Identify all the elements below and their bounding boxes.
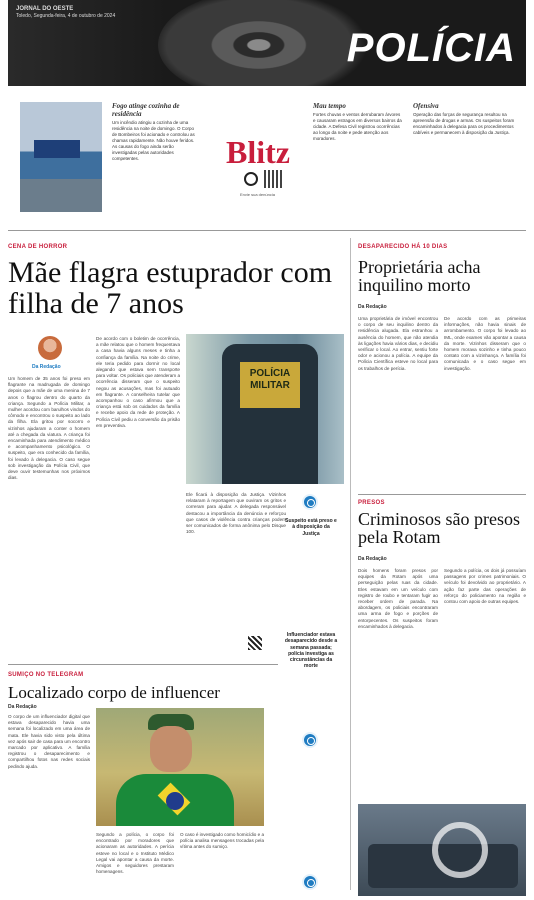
column-divider: [350, 238, 351, 890]
section-title: POLÍCIA: [346, 26, 516, 70]
brief-2-title: Mau tempo: [313, 102, 346, 110]
photo-sign: [34, 140, 80, 158]
right1-byline: Da Redação: [358, 304, 387, 310]
lower-side-note: Influenciador estava desaparecido desde a semana passada; polícia investiga as circunstâncias da morte: [284, 632, 338, 670]
divider: [8, 230, 526, 231]
brief-2-text: Fortes chuvas e ventos derrubaram árvores e causaram estragos em diversos bairros da cidade. A Defesa Civil registrou ocorrências ao longo da noite e pede atenção aos moradores.: [313, 112, 402, 141]
vest-patch: POLÍCIA MILITAR: [240, 362, 300, 408]
brand-name: JORNAL DO OESTE: [16, 6, 74, 12]
camera-icon: [302, 494, 318, 510]
whatsapp-icon: [244, 172, 258, 186]
brief-3-text: Operação das forças de segurança resultou na apreensão de drogas e armas. Os suspeitos foram encaminhados à delegacia para os procedimentos cabíveis e permanecem à disposição da Justiça.: [413, 112, 515, 135]
lower-col-3: O caso é investigado como homicídio e a polícia analisa mensagens trocadas pela vítima antes do sumiço.: [180, 832, 264, 850]
right2-kicker: PRESOS: [358, 500, 385, 506]
brief-1: [112, 102, 198, 162]
brief-1-text: Um incêndio atingiu a cozinha de uma residência na noite de domingo. O Corpo de Bombeiros foi acionado e controlou as chamas rapidamente. Não houve feridos. As causas do fogo ainda serão investigadas pelas autoridades competentes.: [112, 120, 195, 161]
blitz-caption: Envie sua denúncia: [240, 192, 275, 197]
right2-col-1: Dois homens foram presos por equipes da Rotam após uma perseguição pelas ruas da cidade. Eles estavam em um veículo com registro de roubo e tentaram fugir ao receber ordem de parada. Na abordagem, os policiais encontraram uma arma de fogo e porções de entorpecentes. Os suspeitos foram encaminhados à delegacia.: [358, 568, 438, 629]
masthead: [8, 0, 526, 86]
masthead-meta: [16, 6, 115, 20]
brief-1-title: Fogo atinge cozinha de residência: [112, 102, 180, 118]
flag-globe: [166, 792, 184, 810]
lower-col-1: O corpo de um influenciador digital que estava desaparecido havia uma semana foi localizado em uma área de mata. Ele havia sido visto pela última vez após sair de casa para um encontro marcado por aplicativo. A família registrou o desaparecimento e compartilhou fotos nas redes sociais pedindo ajuda.: [8, 714, 90, 769]
brief-photo: [20, 102, 102, 212]
author-avatar: [38, 336, 62, 360]
main-headline: Mãe flagra estuprador com filha de 7 anos: [8, 256, 333, 320]
main-col-1: Um homem de 35 anos foi preso em flagrante na madrugada de domingo depois que a mãe de uma menina de 7 anos o flagrou dentro do quarto da criança. Segundo a Polícia Militar, a mulher acordou com barulhos vindos do cômodo e encontrou o suspeito ao lado da filha. Ela gritou por socorro e vizinhos ajudaram a conter o homem até a chegada da viatura. A criança foi encaminhada para atendimento médico e acompanhamento psicológico. O suspeito, que era conhecido da família, foi levado à delegacia. O caso segue sob investigação da Polícia Civil, que deve ouvir testemunhas nos próximos dias.: [8, 376, 90, 481]
edition-date: Toledo, Segunda-feira, 4 de outubro de 2024: [16, 13, 116, 19]
police-photo: [186, 334, 344, 484]
lower-kicker: SUMIÇO NO TELEGRAM: [8, 672, 84, 678]
face: [150, 726, 192, 772]
camera-icon: [302, 732, 318, 748]
right1-kicker: DESAPARECIDO HÁ 10 DIAS: [358, 244, 448, 250]
right1-headline: Proprietária acha inquilino morto: [358, 257, 481, 296]
right2-col-2: Segundo a polícia, os dois já possuíam passagens por crimes patrimoniais. O veículo foi devolvido ao proprietário. A ação faz parte das operações de reforço do policiamento na região e contou com apoio de outras equipes.: [444, 568, 526, 605]
divider: [8, 664, 278, 665]
main-col-2: De acordo com o boletim de ocorrência, a mãe relatou que o homem frequentava a casa havia alguns meses e tinha a confiança da família. Na noite do crime, ele teria pedido para dormir no local alegando que estava sem transporte para voltar. Os policiais que atenderam a ocorrência disseram que o suspeito negou as acusações, mas foi autuado em flagrante. A conselheira tutelar que acompanhou o caso afirmou que a criança está sob os cuidados da família e recebe apoio da rede de proteção. A Polícia Civil pediu a conversão da prisão em preventiva.: [96, 336, 180, 428]
qr-code-icon: [248, 636, 262, 650]
influencer-photo: [96, 708, 264, 826]
right1-col-2: De acordo com as primeiras informações, não havia sinais de arrombamento. O corpo foi levado ao IML, onde exames vão apontar a causa da morte. Vizinhos disseram que o homem morava sozinho e tinha pouco contato com a vizinhança. A família foi comunicada e o caso segue em investigação.: [444, 316, 526, 371]
qr-code-icon: [264, 170, 282, 188]
right2-headline: Criminosos são presos pela Rotam: [358, 509, 520, 548]
blitz-logo: Blitz: [226, 134, 290, 170]
right1-col-1: Uma proprietária de imóvel encontrou o corpo de seu inquilino dentro da residência alugada. Ela estranhou a ausência do homem, que não atendia às ligações havia vários dias, e decidiu verificar o local. Ao entrar, sentiu forte odor e acionou a polícia. A equipe da Polícia Científica esteve no local para os trabalhos de perícia.: [358, 316, 438, 371]
divider: [358, 494, 526, 495]
main-col-3: Ele ficará à disposição da Justiça. Vizinhos relataram à reportagem que ouviram os gritos e correram para ajudar. A delegada responsável destacou a importância da denúncia e reforçou que casos de violência contra crianças podem ser comunicados de forma anônima pelo Disque 100.: [186, 492, 286, 535]
eye-illustration: [158, 0, 368, 86]
lower-headline: Localizado corpo de influencer: [8, 683, 220, 702]
main-kicker: CENA DE HORROR: [8, 244, 68, 250]
brief-3-title: Ofensiva: [413, 102, 439, 110]
main-side-note: Suspeito está preso e à disposição da Justiça: [285, 518, 337, 537]
brief-3: [413, 102, 517, 136]
watermark-logo: [432, 822, 488, 878]
briefs-strip: [8, 96, 526, 226]
right2-byline: Da Redação: [358, 556, 387, 562]
lower-col-2: Segundo a polícia, o corpo foi encontrado por moradores que acionaram as autoridades. A perícia esteve no local e o Instituto Médico Legal vai apontar a causa da morte. Amigos e seguidores prestaram homenagens.: [96, 832, 174, 875]
brief-2: [313, 102, 403, 142]
lower-byline: Da Redação: [8, 704, 37, 710]
main-byline: Da Redação: [32, 364, 61, 370]
rotam-photo: [358, 804, 526, 896]
camera-icon: [302, 874, 318, 890]
